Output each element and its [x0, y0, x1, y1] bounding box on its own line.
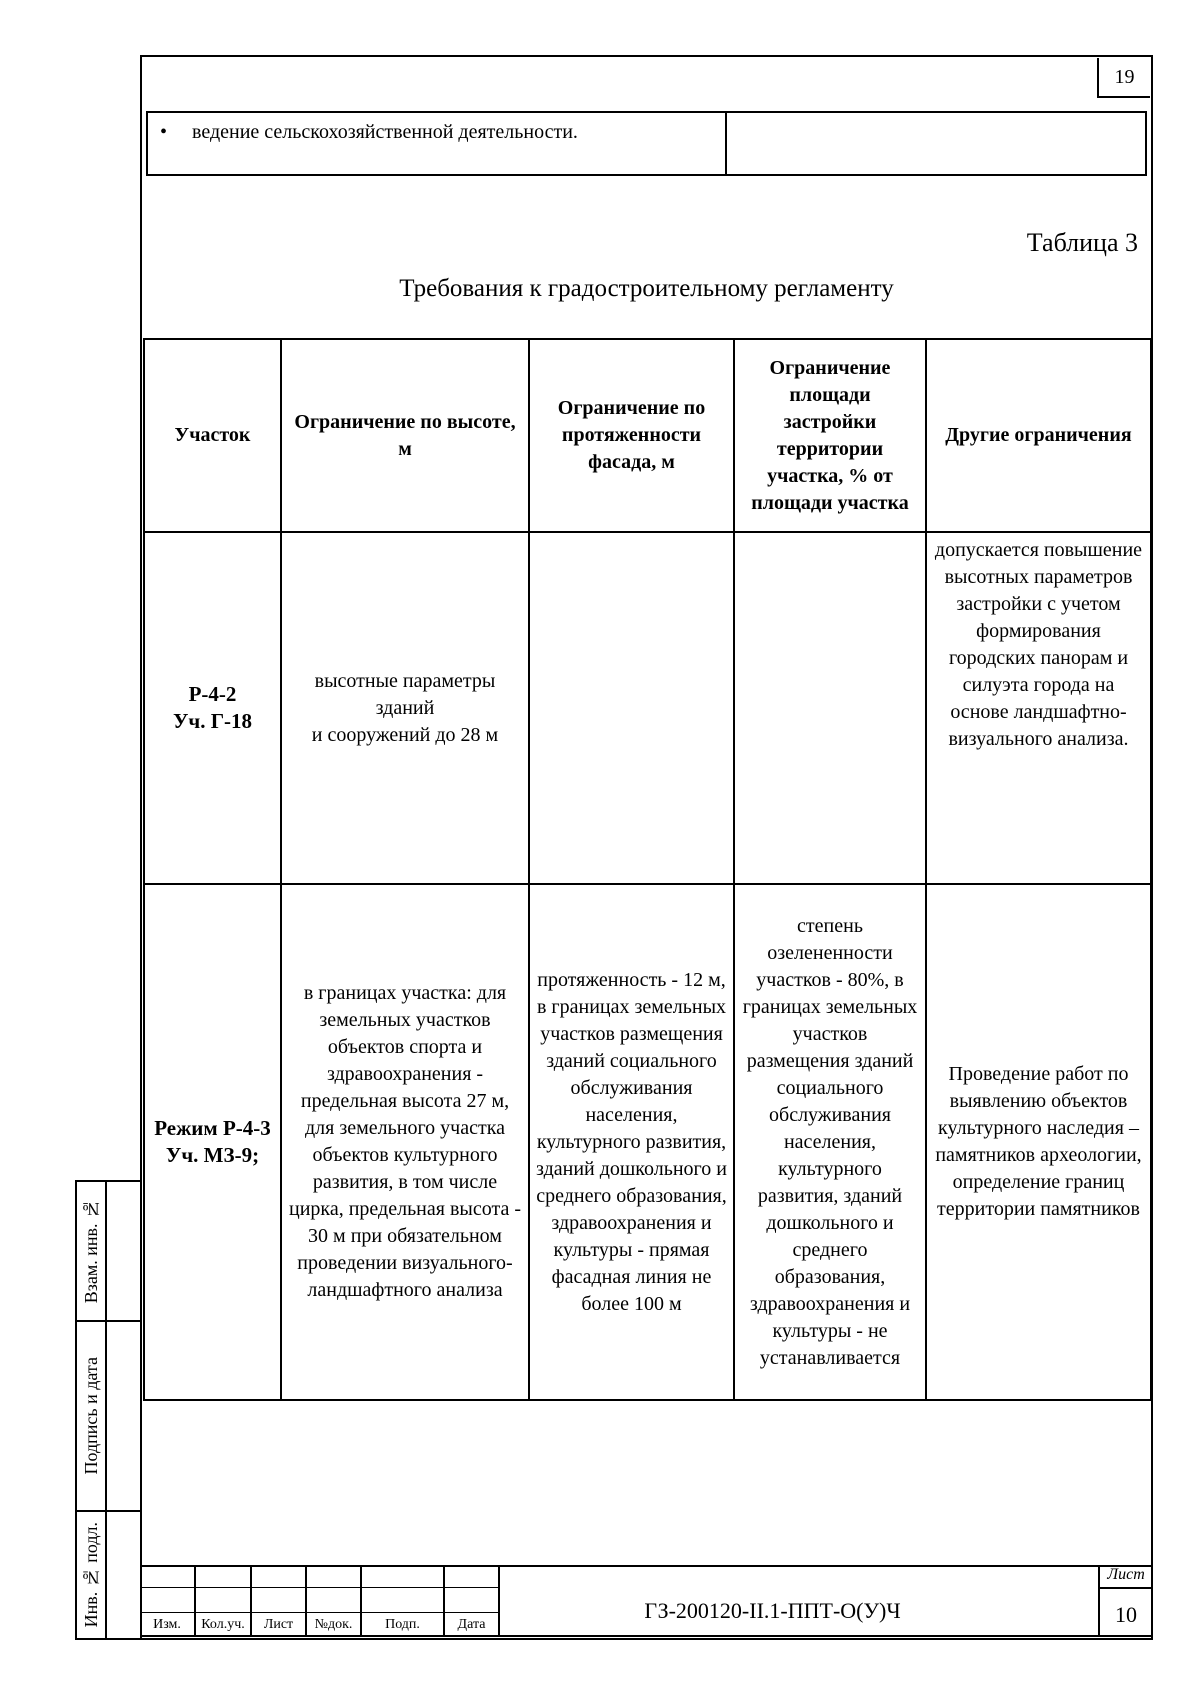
col-ndok: №док. — [314, 1617, 353, 1632]
col-list: Лист — [263, 1617, 294, 1632]
header-other-limits: Другие ограничения — [926, 339, 1151, 532]
page-number: 19 — [1097, 58, 1150, 98]
sheet-label: Лист — [1107, 1566, 1145, 1583]
area-cell — [734, 532, 926, 884]
table-title: Требования к градостроительному регламенту — [399, 275, 894, 302]
col-podp: Подп. — [385, 1617, 420, 1632]
plot-cell — [144, 884, 281, 1400]
side-label-inv: Инв. № подл. — [80, 1522, 101, 1628]
side-stamp-inv — [75, 1510, 141, 1640]
continuation-text: ведение сельскохозяйственной деятельности. — [192, 121, 578, 143]
plot-cell — [144, 532, 281, 884]
side-label-vzam: Взам. инв. № — [80, 1198, 101, 1304]
table-row — [144, 884, 1151, 1400]
height-text: высотные параметры зданий и сооружений до 28 м — [311, 669, 499, 746]
continuation-cell — [148, 113, 727, 174]
requirements-table — [143, 338, 1152, 1401]
table-number: Таблица 3 — [1026, 228, 1138, 257]
facade-cell: протяженность - 12 м, в границах земельных участков размещения зданий социального обслуживания населения, культурного развития, зданий дошкольного и среднего образования, здравоохранения и культуры - прямая фасадная линия не более 100 м — [529, 884, 734, 1400]
header-area-limit: Ограничение площади застройки территории участка, % от площади участка — [734, 339, 926, 532]
col-kol-uch: Кол.уч. — [201, 1617, 245, 1632]
other-cell: Проведение работ по выявлению объектов культурного наследия – памятников археологии, определение границ территории памятников — [926, 884, 1151, 1400]
facade-cell — [529, 532, 734, 884]
continuation-row — [146, 111, 1147, 176]
height-cell: в границах участка: для земельных участков объектов спорта и здравоохранения - предельная высота 27 м, для земельного участка объектов культурного развития, в том числе цирка, предельная высота - 30 м при обязательном проведении визуального-ландшафтного анализа — [281, 884, 529, 1400]
table-header-row — [144, 339, 1151, 532]
header-facade-limit: Ограничение по протяженности фасада, м — [529, 339, 734, 532]
col-data: Дата — [457, 1617, 486, 1632]
side-stamp-podpis — [75, 1320, 141, 1512]
plot-code: Р-4-2 Уч. Г-18 — [172, 682, 253, 733]
other-cell: допускается повышение высотных параметров застройки с учетом формирования городских панорам и силуэта города на основе ландшафтно-визуального анализа. — [926, 532, 1151, 884]
header-height-limit: Ограничение по высоте, м — [281, 339, 529, 532]
area-cell: степень озелененности участков - 80%, в границах земельных участков размещения зданий социального обслуживания населения, культурного развития, зданий дошкольного и среднего образования, здравоохранения и культуры - не устанавливается — [734, 884, 926, 1400]
header-plot: Участок — [144, 339, 281, 532]
col-izm: Изм. — [153, 1617, 181, 1632]
height-cell — [281, 532, 529, 884]
table-row — [144, 532, 1151, 884]
sheet-number: 10 — [1115, 1602, 1137, 1627]
side-label-podpis: Подпись и дата — [80, 1357, 101, 1475]
bullet-icon: • — [160, 121, 168, 143]
document-code: ГЗ-200120-II.1-ППТ-О(У)Ч — [644, 1598, 901, 1623]
plot-code: Режим Р-4-3 Уч. МЗ-9; — [154, 1116, 271, 1167]
side-stamp-vzam — [75, 1180, 141, 1322]
